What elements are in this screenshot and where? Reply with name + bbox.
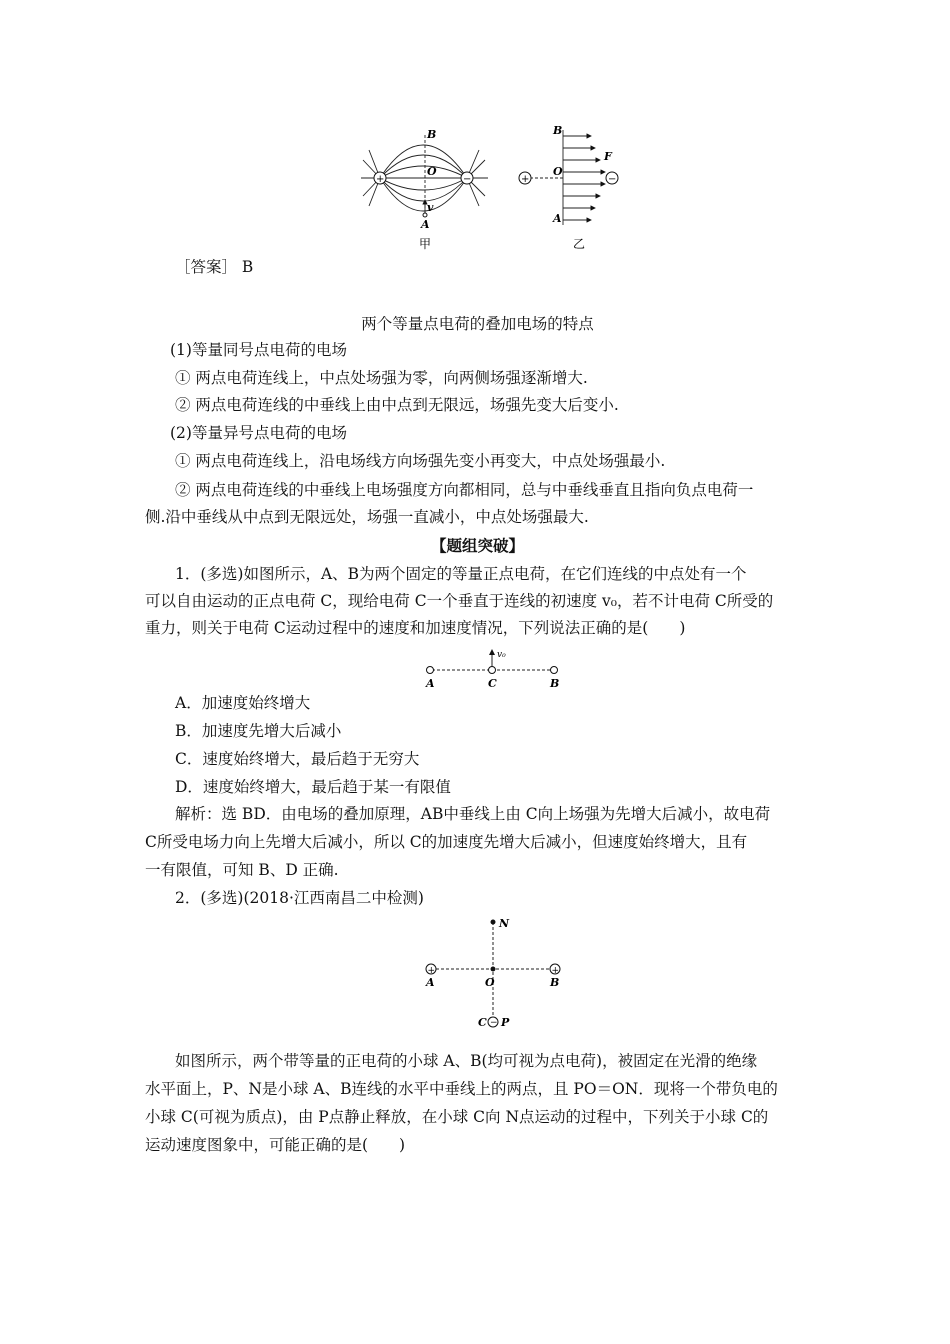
svg-text:A: A [426,677,435,690]
q1-line: 1．(多选)如图所示，A、B为两个固定的等量正点电荷，在它们连线的中点处有一个 [175,565,747,583]
svg-text:N: N [499,917,510,930]
q1-line: 可以自由运动的正点电荷 C，现给电荷 C一个垂直于连线的初速度 v₀，若不计电荷 C所受的 [145,592,774,610]
svg-text:+: + [427,966,436,976]
breakthrough-title: 【题组突破】 [430,536,524,555]
svg-text:B: B [553,124,563,137]
svg-text:v: v [427,201,434,214]
q2-figure [415,912,575,1037]
text-line: ① 两点电荷连线上，中点处场强为零，向两侧场强逐渐增大. [175,369,588,387]
text-line: ① 两点电荷连线上，沿电场线方向场强先变小再变大，中点处场强最小. [175,452,666,470]
dipole-midline-diagram [530,130,605,225]
q2-line: 如图所示，两个带等量的正电荷的小球 A、B(均可视为点电荷)，被固定在光滑的绝缘 [175,1052,758,1070]
svg-text:P: P [501,1016,510,1029]
svg-text:−: − [463,174,472,185]
q1-analysis: 一有限值，可知 B、D 正确. [145,861,339,879]
q2-line: 运动速度图象中，可能正确的是( ) [145,1136,406,1154]
text-line: ② 两点电荷连线的中垂线上电场强度方向都相同，总与中垂线垂直且指向负点电荷一 [175,481,754,499]
q1-figure [420,645,570,690]
svg-text:B: B [427,128,437,141]
section-title: 两个等量点电荷的叠加电场的特点 [361,315,594,333]
q1-option: A．加速度始终增大 [175,694,311,712]
field-figure [355,120,635,255]
svg-text:A: A [421,218,430,231]
svg-text:O: O [553,165,563,178]
q1-analysis: C所受电场力向上先增大后减小，所以 C的加速度先增大后减小，但速度始终增大，且有 [145,833,748,851]
q2-line: 水平面上，P、N是小球 A、B连线的水平中垂线上的两点，且 PO＝ON．现将一个带负电的 [145,1080,778,1098]
svg-text:−: − [608,174,617,185]
text-line: (1)等量同号点电荷的电场 [170,341,347,359]
svg-text:A: A [553,212,562,225]
q1-option: D．速度始终增大，最后趋于某一有限值 [175,778,451,796]
q1-option: C．速度始终增大，最后趋于无穷大 [175,750,420,768]
svg-text:v₀: v₀ [497,650,506,660]
text-line: ② 两点电荷连线的中垂线上由中点到无限远，场强先变大后变小. [175,396,619,414]
svg-text:+: + [551,966,560,976]
q2-line: 小球 C(可视为质点)，由 P点静止释放，在小球 C向 N点运动的过程中，下列关于小球 C的 [145,1108,769,1126]
svg-text:甲: 甲 [419,237,432,251]
svg-text:O: O [427,165,437,178]
q1-option: B．加速度先增大后减小 [175,722,342,740]
svg-text:−: − [490,1018,498,1028]
svg-text:A: A [426,976,435,989]
text-line: (2)等量异号点电荷的电场 [170,424,347,442]
svg-text:B: B [550,677,560,690]
answer: ［答案］ B [175,258,254,276]
q1-line: 重力，则关于电荷 C运动过程中的速度和加速度情况，下列说法正确的是( ) [145,619,686,637]
svg-text:F: F [604,150,612,163]
svg-text:C: C [488,677,497,690]
svg-text:B: B [550,976,560,989]
svg-text:乙: 乙 [573,237,586,251]
svg-text:+: + [521,174,530,185]
text-line: 侧.沿中垂线从中点到无限远处，场强一直减小，中点处场强最大. [145,508,589,526]
svg-text:+: + [376,174,385,185]
q1-analysis: 解析：选 BD．由电场的叠加原理，AB中垂线上由 C向上场强为先增大后减小，故电荷 [175,805,771,823]
q2-header: 2．(多选)(2018·江西南昌二中检测) [175,889,424,907]
svg-text:C: C [478,1016,487,1029]
svg-text:O: O [485,976,495,989]
